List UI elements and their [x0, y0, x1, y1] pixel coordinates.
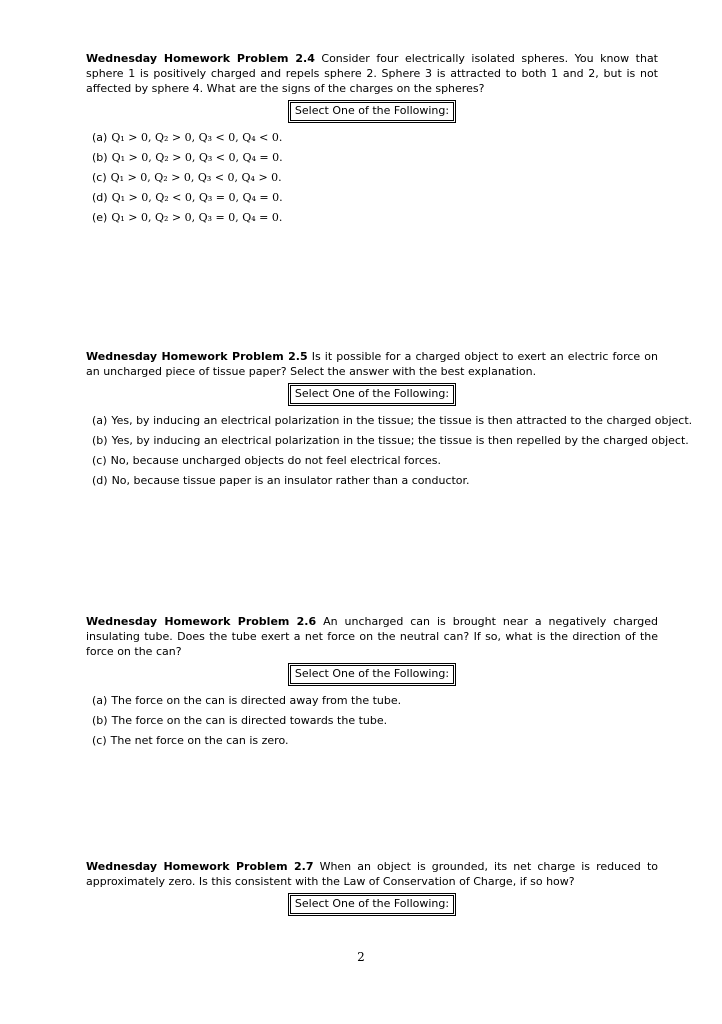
- choice-list: [92, 414, 693, 488]
- choice-list: [92, 131, 658, 225]
- problem-statement: [86, 614, 658, 659]
- choice-item[interactable]: (b) The force on the can is directed towards the tube.: [92, 714, 388, 727]
- problem-title: Wednesday Homework Problem 2.7: [86, 860, 314, 873]
- problem-text: Consider four electrically isolated spheres. You know that sphere 1 is positively charged and repels sphere 2. Sphere 3 is attracted to both 1 and 2, but is not affected by sphere 4. What are the signs of the charges on the spheres?: [86, 52, 658, 95]
- problem-text: When an object is grounded, its net charge is reduced to approximately zero. Is this consistent with the Law of Conservation of Charge, if so how?: [86, 860, 658, 888]
- page-number: 2: [357, 950, 365, 964]
- choice-item[interactable]: (e) Q₁ > 0, Q₂ > 0, Q₃ = 0, Q₄ = 0.: [92, 211, 283, 224]
- select-one-box: Select One of the Following:: [290, 665, 454, 684]
- problem-2-4: [86, 51, 658, 231]
- problem-text: Is it possible for a charged object to exert an electric force on an uncharged piece of tissue paper? Select the answer with the best explanation.: [86, 350, 658, 378]
- problem-text: An uncharged can is brought near a negatively charged insulating tube. Does the tube exert a net force on the neutral can? If so, what is the direction of the force on the can?: [86, 615, 658, 658]
- problem-title: Wednesday Homework Problem 2.5: [86, 350, 308, 363]
- problem-statement: [86, 859, 658, 889]
- choice-item[interactable]: (d) No, because tissue paper is an insulator rather than a conductor.: [92, 474, 470, 487]
- choice-item[interactable]: (b) Yes, by inducing an electrical polarization in the tissue; the tissue is then repelled by the charged object.: [92, 434, 689, 447]
- choice-item[interactable]: (a) The force on the can is directed away from the tube.: [92, 694, 402, 707]
- choice-item[interactable]: (a) Q₁ > 0, Q₂ > 0, Q₃ < 0, Q₄ < 0.: [92, 131, 283, 144]
- problem-title: Wednesday Homework Problem 2.4: [86, 52, 315, 65]
- problem-2-7: [86, 859, 658, 914]
- problem-title: Wednesday Homework Problem 2.6: [86, 615, 317, 628]
- choice-item[interactable]: (c) The net force on the can is zero.: [92, 734, 289, 747]
- problem-statement: [86, 51, 658, 96]
- problem-2-5: [86, 349, 693, 494]
- select-one-box: Select One of the Following:: [290, 102, 454, 121]
- choice-item[interactable]: (c) Q₁ > 0, Q₂ > 0, Q₃ < 0, Q₄ > 0.: [92, 171, 282, 184]
- choice-item[interactable]: (c) No, because uncharged objects do not feel electrical forces.: [92, 454, 441, 467]
- choice-item[interactable]: (d) Q₁ > 0, Q₂ < 0, Q₃ = 0, Q₄ = 0.: [92, 191, 283, 204]
- problem-2-6: [86, 614, 658, 754]
- select-one-box: Select One of the Following:: [290, 385, 454, 404]
- choice-item[interactable]: (a) Yes, by inducing an electrical polarization in the tissue; the tissue is then attracted to the charged object.: [92, 414, 693, 427]
- choice-item[interactable]: (b) Q₁ > 0, Q₂ > 0, Q₃ < 0, Q₄ = 0.: [92, 151, 283, 164]
- problem-statement: [86, 349, 658, 379]
- choice-list: [92, 694, 658, 748]
- select-one-box: Select One of the Following:: [290, 895, 454, 914]
